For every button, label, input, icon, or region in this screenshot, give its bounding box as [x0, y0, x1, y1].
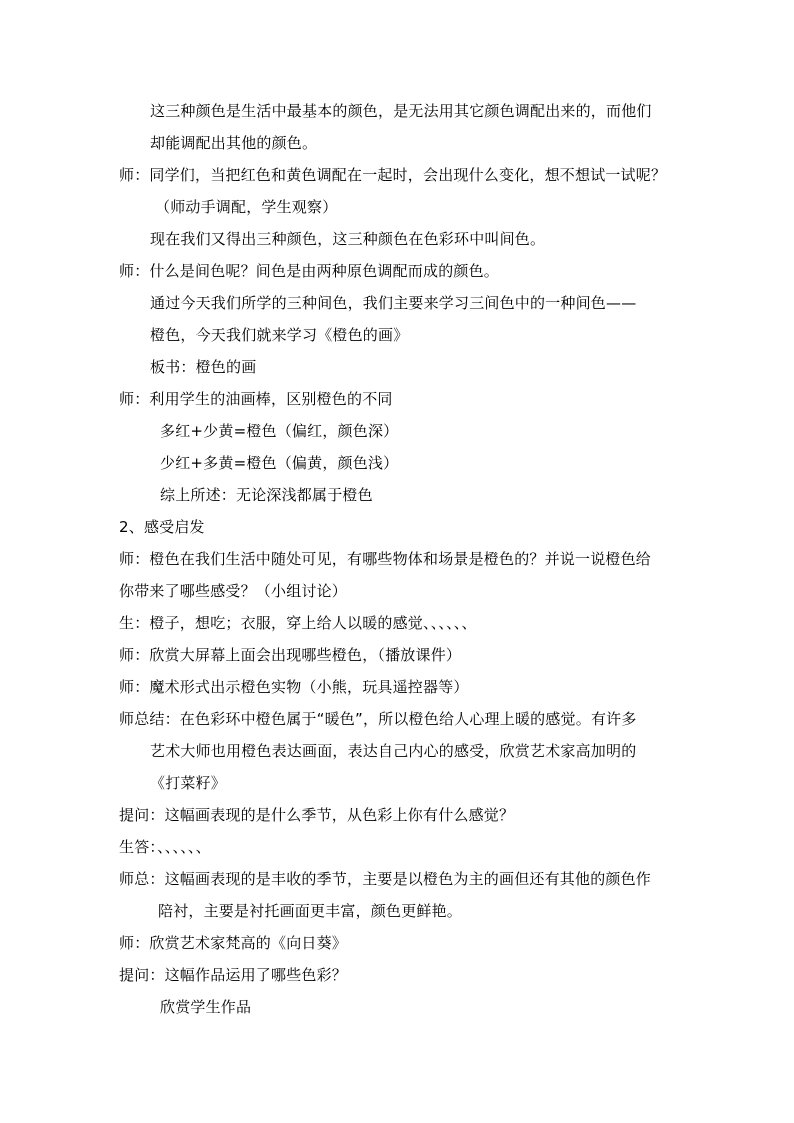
text-line-6: 师：什么是间色呢？间色是由两种原色调配而成的颜色。 [119, 262, 500, 280]
text-line-7: 通过今天我们所学的三种间色，我们主要来学习三间色中的一种间色—— [150, 294, 637, 312]
text-line-2: 却能调配出其他的颜色。 [150, 134, 318, 152]
text-line-18: 师：欣赏大屏幕上面会出现哪些橙色，（播放课件） [119, 646, 462, 664]
text-line-4: （师动手调配，学生观察） [155, 198, 338, 216]
text-line-20: 师总结：在色彩环中橙色属于“暖色”，所以橙色给人心理上暖的感觉。有许多 [119, 710, 637, 728]
text-line-11: 多红+少黄=橙色（偏红，颜色深） [160, 422, 399, 440]
text-line-16: 你带来了哪些感受？（小组讨论） [119, 582, 348, 600]
text-line-8: 橙色，今天我们就来学习《橙色的画》 [150, 326, 409, 344]
text-line-10: 师：利用学生的油画棒，区别橙色的不同 [119, 390, 393, 408]
text-line-12: 少红+多黄=橙色（偏黄，颜色浅） [160, 454, 399, 472]
text-line-25: 师总：这幅画表现的是丰收的季节，主要是以橙色为主的画但还有其他的颜色作 [119, 870, 652, 888]
text-line-19: 师：魔术形式出示橙色实物（小熊，玩具遥控器等） [119, 678, 469, 696]
text-line-5: 现在我们又得出三种颜色，这三种颜色在色彩环中叫间色。 [150, 230, 546, 248]
text-line-9: 板书：橙色的画 [150, 358, 257, 376]
text-line-29: 欣赏学生作品 [160, 998, 252, 1016]
text-line-13: 综上所述：无论深浅都属于橙色 [160, 486, 373, 504]
text-line-15: 师：橙色在我们生活中随处可见，有哪些物体和场景是橙色的？并说一说橙色给 [119, 550, 652, 568]
text-line-21: 艺术大师也用橙色表达画面，表达自己内心的感受，欣赏艺术家高加明的 [150, 742, 637, 760]
text-line-26: 陪衬，主要是衬托画面更丰富，颜色更鲜艳。 [158, 902, 463, 920]
text-line-22: 《打菜籽》 [150, 774, 227, 792]
text-line-27: 师：欣赏艺术家梵高的《向日葵》 [119, 934, 348, 952]
text-line-23: 提问：这幅画表现的是什么季节，从色彩上你有什么感觉？ [119, 806, 515, 824]
text-line-3: 师：同学们，当把红色和黄色调配在一起时，会出现什么变化，想不想试一试呢？ [119, 166, 667, 184]
text-line-28: 提问：这幅作品运用了哪些色彩？ [119, 966, 348, 984]
text-line-1: 这三种颜色是生活中最基本的颜色，是无法用其它颜色调配出来的，而他们 [150, 102, 652, 120]
text-line-24: 生答：、、、、、、 [119, 838, 211, 856]
text-line-17: 生：橙子，想吃；衣服，穿上给人以暖的感觉、、、、、、 [119, 614, 477, 632]
section-heading: 2、感受启发 [119, 518, 205, 536]
